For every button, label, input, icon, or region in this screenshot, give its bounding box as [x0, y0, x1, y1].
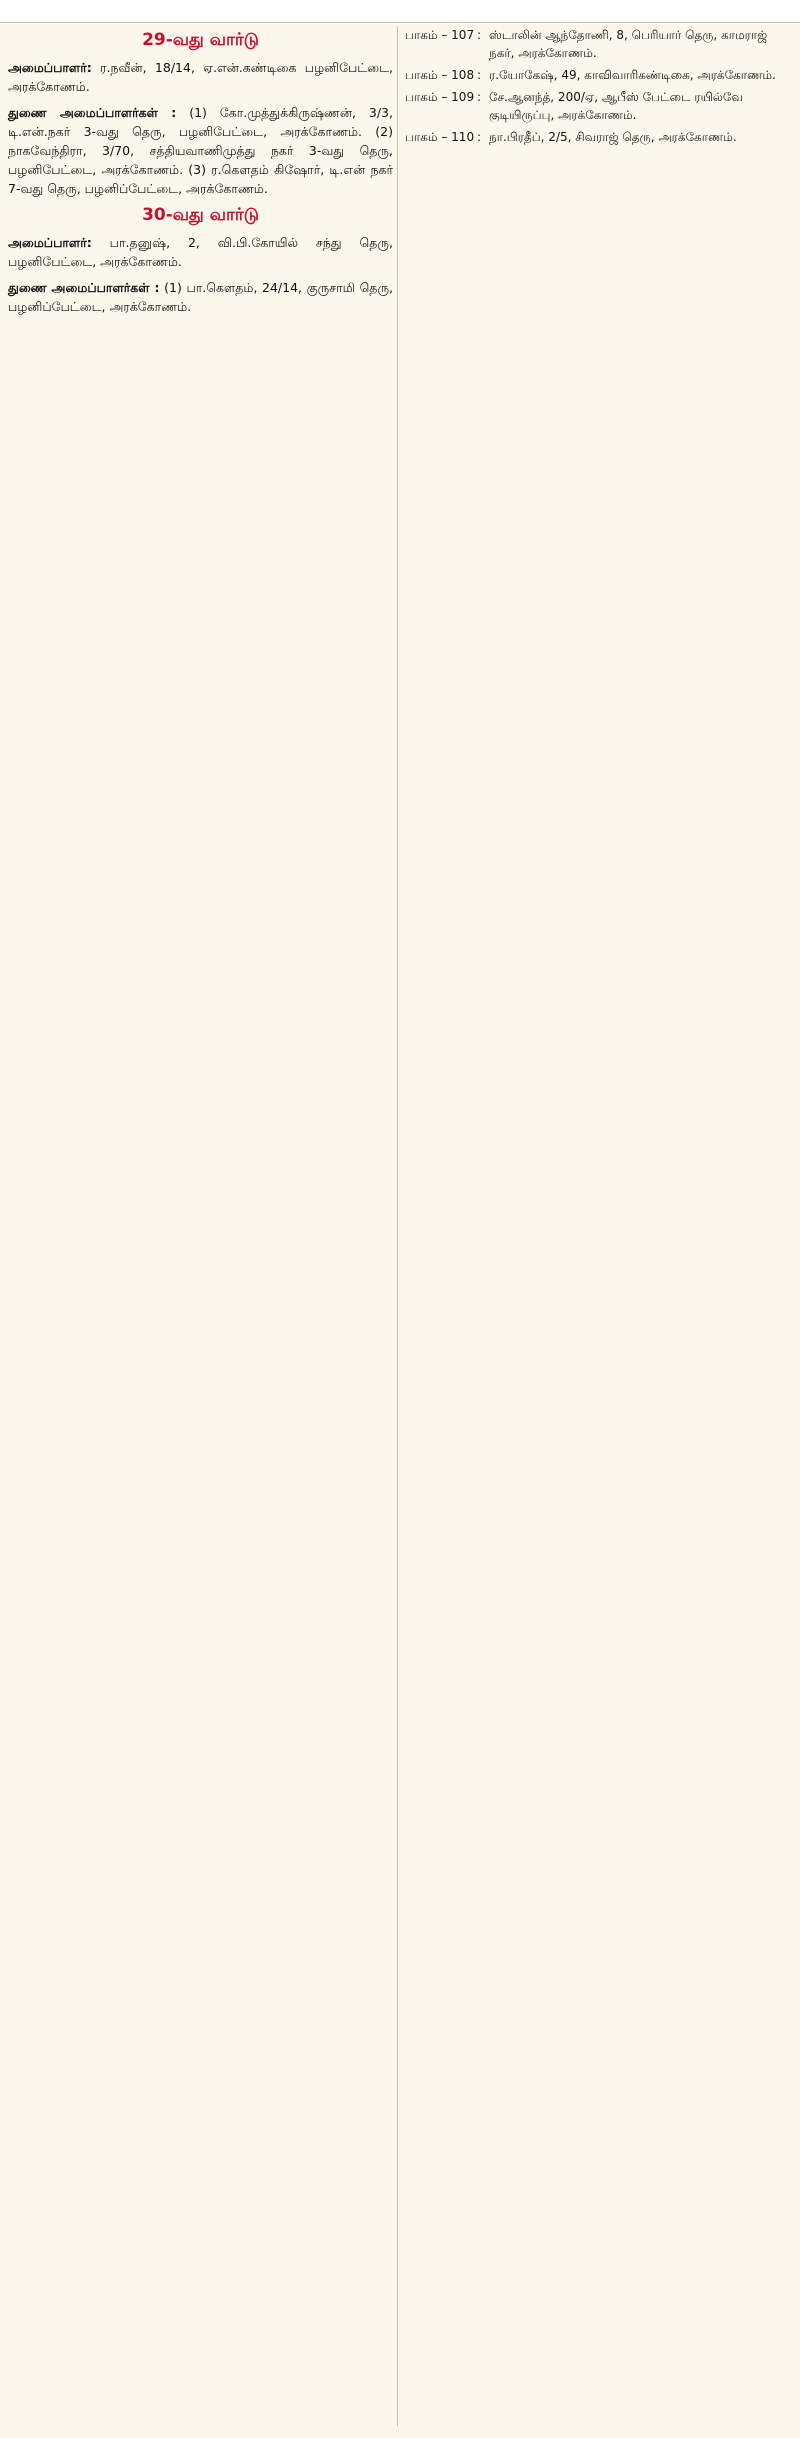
co-organizers-label: துணை அமைப்பாளர்கள் :: [8, 280, 160, 295]
co-organizers-label: துணை அமைப்பாளர்கள் :: [8, 105, 177, 120]
booth-text: ர.யோகேஷ், 49, காவிவாரிகண்டிகை, அரக்கோணம்.: [489, 68, 776, 82]
booth-label: பாகம்: [405, 130, 438, 144]
organizer-text: ர.நவீன், 18/14, ஏ.என்.கண்டிகை பழனிபேட்டை, அரக்கோணம்.: [8, 60, 393, 94]
ward-29-section: [8, 30, 393, 198]
ward-30-co-organizers: [8, 278, 393, 316]
booth-label: பாகம்: [405, 28, 438, 42]
booth-number-value: 110: [451, 130, 475, 144]
ward-30-section: [8, 205, 393, 316]
booth-entry: பாகம் – 110 : நா.பிரதீப், 2/5, சிவராஜ் தெரு, அரக்கோணம்.: [405, 128, 785, 146]
booth-label: பாகம்: [405, 90, 438, 104]
column-divider: [397, 26, 398, 2426]
booth-text: ஸ்டாலின் ஆந்தோணி, 8, பெரியார் தெரு, காமராஜ் நகர், அரக்கோணம்.: [489, 28, 768, 60]
booth-number: பாகம் – 109: [405, 90, 475, 104]
booth-number-value: 109: [451, 90, 475, 104]
booth-text: சே.ஆனந்த், 200/ஏ, ஆபீஸ் பேட்டை ரயில்வே குடியிருப்பு, அரக்கோணம்.: [489, 90, 743, 122]
booth-entry: பாகம் – 109 : சே.ஆனந்த், 200/ஏ, ஆபீஸ் பேட்டை ரயில்வே குடியிருப்பு, அரக்கோணம்.: [405, 88, 785, 124]
booth-number-value: 108: [451, 68, 475, 82]
booth-entry: பாகம் – 108 : ர.யோகேஷ், 49, காவிவாரிகண்டிகை, அரக்கோணம்.: [405, 66, 785, 84]
ward-30-title: 30-வது வார்டு: [142, 205, 259, 225]
co-organizers-text: (1) கோ.முத்துக்கிருஷ்ணன், 3/3, டி.என்.நகர் 3-வது தெரு, பழனிபேட்டை, அரக்கோணம். (2) நாகவேந்திரா, 3/70, சத்தியவாணிமுத்து நகர் 3-வது தெரு, பழனிபேட்டை, அரக்கோணம். (3) ர.கௌதம் கிஷோர், டி.என் நகர் 7-வது தெரு, பழனிப்பேட்டை, அரக்கோணம்.: [8, 105, 393, 196]
booth-entry: பாகம் – 107 : ஸ்டாலின் ஆந்தோணி, 8, பெரியார் தெரு, காமராஜ் நகர், அரக்கோணம்.: [405, 26, 785, 62]
ward-29-co-organizers: [8, 103, 393, 198]
booth-label: பாகம்: [405, 68, 438, 82]
ward-29-title: 29-வது வார்டு: [142, 30, 259, 50]
booth-number-value: 107: [451, 28, 475, 42]
booth-text: நா.பிரதீப், 2/5, சிவராஜ் தெரு, அரக்கோணம்.: [489, 130, 737, 144]
ward-30-organizer: [8, 233, 393, 271]
organizer-label: அமைப்பாளர்:: [8, 60, 92, 75]
co-organizers-text: (1) பா.கௌதம், 24/14, குருசாமி தெரு, பழனிப்பேட்டை, அரக்கோணம்.: [8, 280, 394, 314]
booth-number: பாகம் – 110: [405, 130, 475, 144]
booth-number: பாகம் – 107: [405, 28, 475, 42]
booth-number: பாகம் – 108: [405, 68, 475, 82]
right-column: [405, 26, 785, 150]
top-band: [0, 0, 800, 23]
ward-29-organizer: [8, 58, 393, 96]
organizer-text: பா.தனுஷ், 2, வி.பி.கோயில் சந்து தெரு, பழனிபேட்டை, அரக்கோணம்.: [8, 235, 393, 269]
left-column: [8, 26, 393, 323]
organizer-label: அமைப்பாளர்:: [8, 235, 92, 250]
